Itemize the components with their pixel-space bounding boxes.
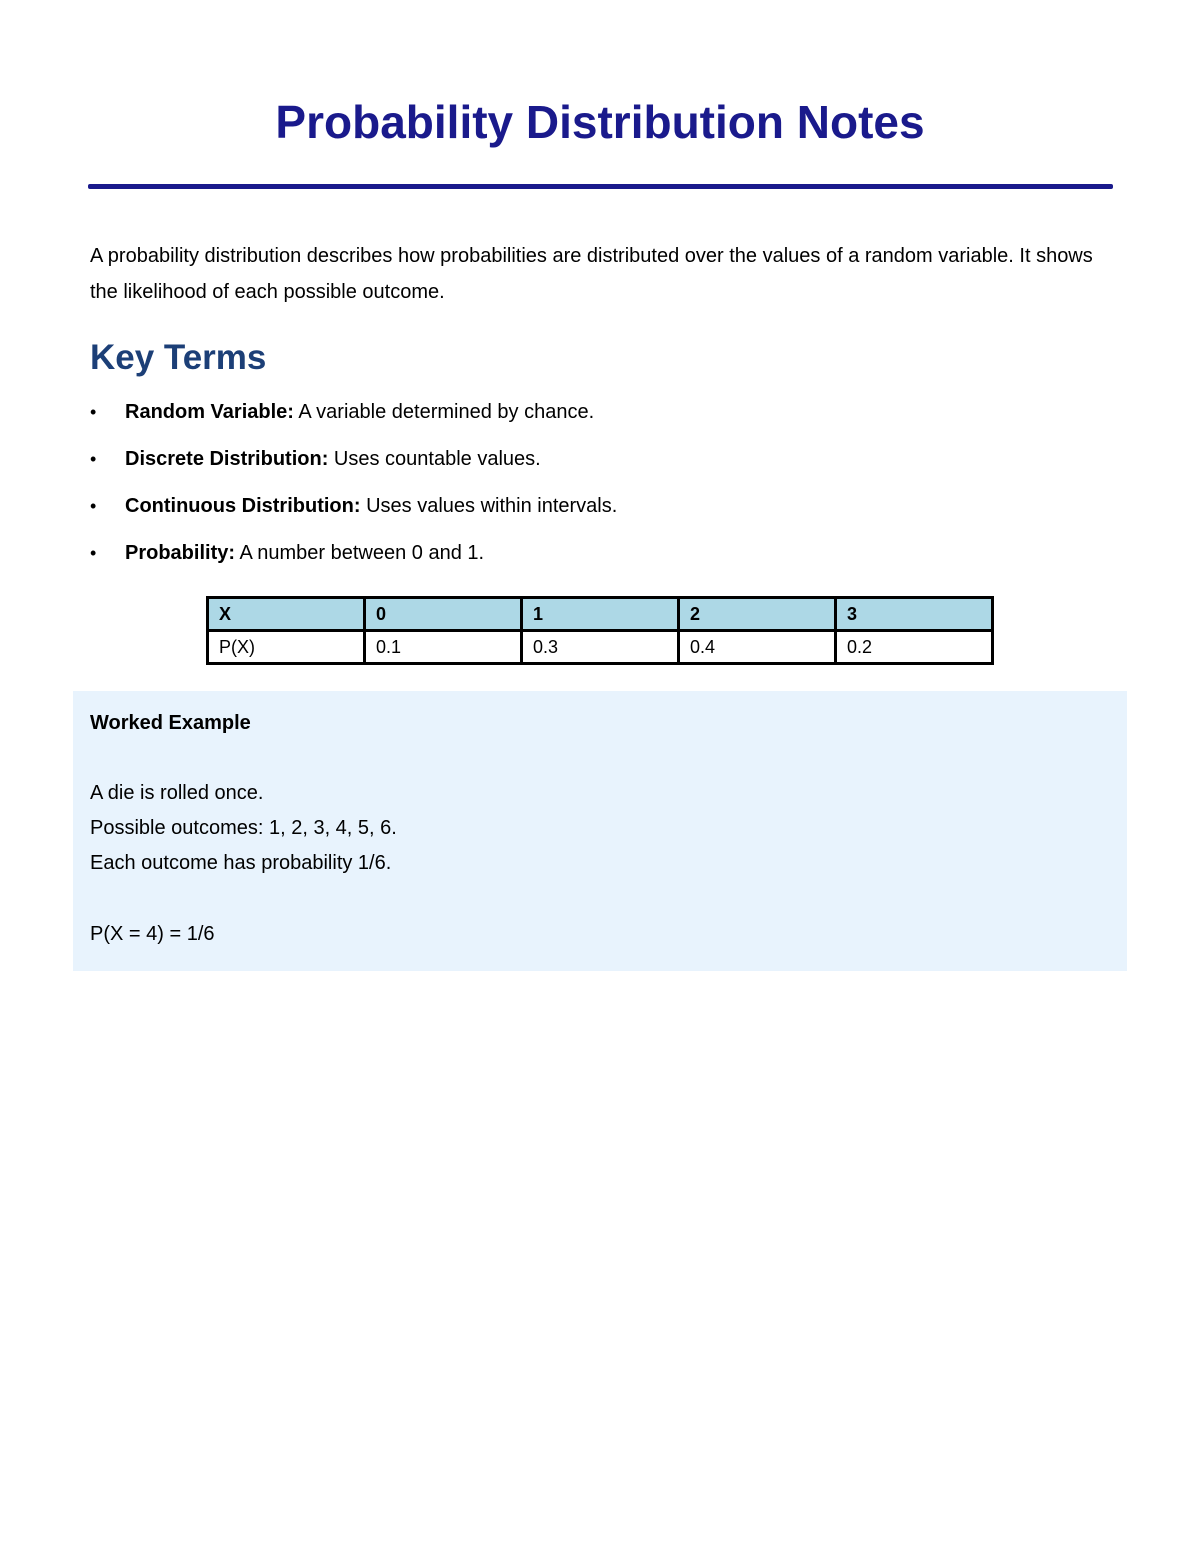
bullet-icon: •: [90, 449, 97, 469]
bullet-icon: •: [90, 543, 97, 563]
key-terms-heading: Key Terms: [90, 338, 267, 377]
term-name: Probability:: [125, 542, 236, 564]
term-name: Random Variable:: [125, 401, 294, 423]
list-item: [90, 488, 1090, 535]
term-name: Discrete Distribution:: [125, 448, 329, 470]
page-title: Probability Distribution Notes: [275, 96, 925, 148]
term-definition: A variable determined by chance.: [293, 401, 595, 423]
table-cell: 0.4: [679, 631, 836, 664]
table-header-cell: 2: [679, 598, 836, 631]
worked-example-title: Worked Example: [90, 712, 251, 734]
list-item: [90, 535, 1090, 582]
table-cell: 0.3: [522, 631, 679, 664]
intro-paragraph: A probability distribution describes how probabilities are distributed over the values of a random variable. It shows the likelihood of each possible outcome.: [90, 245, 1093, 303]
table-row: [208, 631, 993, 664]
title-divider: [88, 184, 1113, 189]
bullet-icon: •: [90, 402, 97, 422]
worked-example-line: A die is rolled once.: [90, 782, 264, 804]
worked-example-result: P(X = 4) = 1/6: [90, 923, 215, 945]
table-header-cell: 3: [836, 598, 993, 631]
term-definition: Uses values within intervals.: [360, 495, 618, 517]
table-header-row: [208, 598, 993, 631]
worked-example-line: Each outcome has probability 1/6.: [90, 852, 392, 874]
table-header-cell: 0: [365, 598, 522, 631]
term-definition: A number between 0 and 1.: [235, 542, 485, 564]
table-header-cell: X: [208, 598, 365, 631]
probability-table: [206, 596, 994, 665]
table-cell: P(X): [208, 631, 365, 664]
worked-example-line: Possible outcomes: 1, 2, 3, 4, 5, 6.: [90, 817, 397, 839]
list-item: [90, 441, 1090, 488]
list-item: [90, 394, 1090, 441]
worked-example-box: [73, 691, 1127, 971]
key-terms-list: [90, 394, 1090, 582]
table-cell: 0.1: [365, 631, 522, 664]
term-name: Continuous Distribution:: [125, 495, 361, 517]
term-definition: Uses countable values.: [328, 448, 541, 470]
table-header-cell: 1: [522, 598, 679, 631]
bullet-icon: •: [90, 496, 97, 516]
worked-example-lines: [90, 776, 397, 881]
table-cell: 0.2: [836, 631, 993, 664]
